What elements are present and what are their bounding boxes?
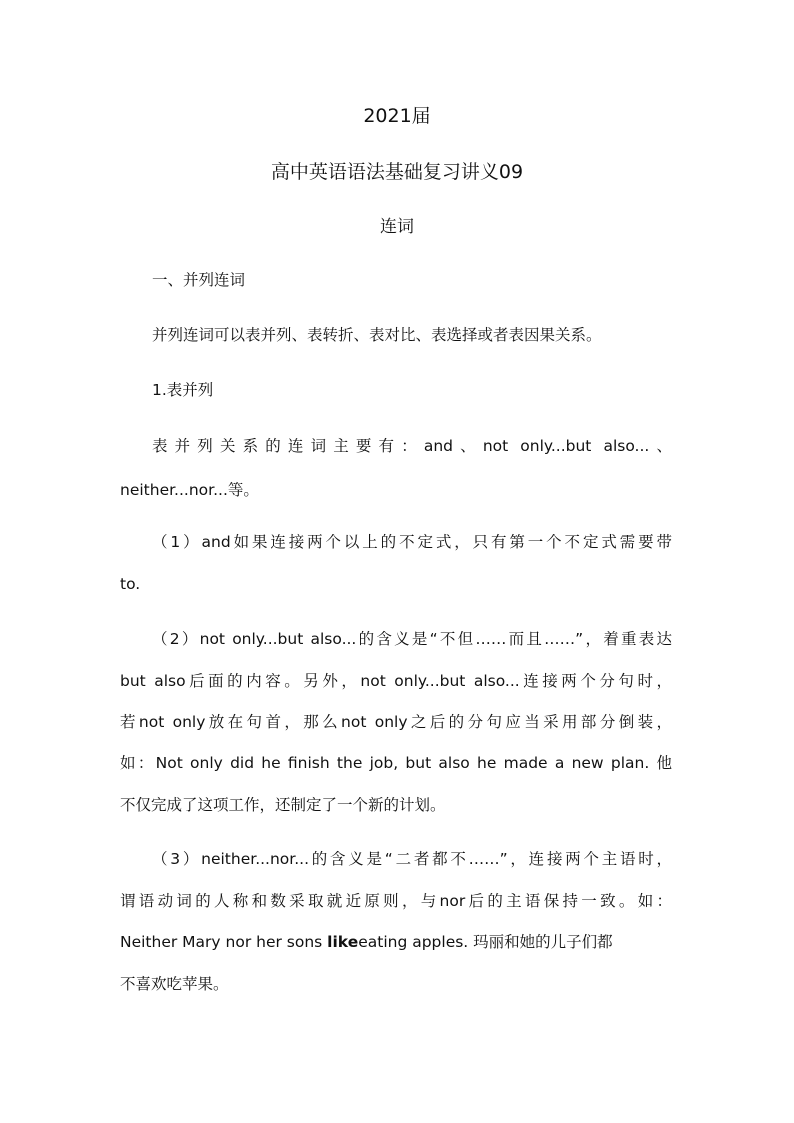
- p1-line1: 表并列关系的连词主要有：and、not only...but also...、: [152, 437, 672, 455]
- point1-heading: 1.表并列: [152, 381, 214, 399]
- p4-line3-part-c: eating apples. 玛丽和她的儿子们都: [358, 933, 613, 951]
- p1-line2: neither...nor...等。: [120, 481, 259, 499]
- p3-line2: but also后面的内容。另外，not only...but also...连接两个分句时，: [120, 672, 672, 690]
- p4-line4: 不喜欢吃苹果。: [120, 975, 229, 993]
- p3-line3: 若not only放在句首，那么not only之后的分句应当采用部分倒装，: [120, 713, 672, 731]
- p4-line1: （3）neither...nor...的含义是“二者都不……”，连接两个主语时，: [152, 850, 672, 868]
- p3-line4: 如：Not only did he finish the job, but also he made a new plan. 他: [120, 754, 672, 772]
- p2-line2: to.: [120, 575, 141, 593]
- sub-title: 连词: [380, 217, 414, 237]
- p4-line3: [120, 932, 672, 952]
- main-title: 高中英语语法基础复习讲义09: [270, 161, 524, 183]
- p3-line5: 不仅完成了这项工作，还制定了一个新的计划。: [120, 796, 446, 814]
- p4-line3-part-a: Neither Mary nor her sons: [120, 933, 328, 951]
- p4-line2: 谓语动词的人称和数采取就近原则，与nor后的主语保持一致。如：: [120, 892, 672, 910]
- p3-line1: （2）not only...but also...的含义是“不但……而且……”，着重表达: [152, 630, 672, 648]
- section-heading: 一、并列连词: [152, 271, 246, 289]
- intro-paragraph: 并列连词可以表并列、表转折、表对比、表选择或者表因果关系。: [152, 326, 602, 344]
- year-title: 2021届: [363, 105, 431, 127]
- p4-line3-part-b: like: [327, 933, 359, 951]
- p2-line1: （1）and如果连接两个以上的不定式，只有第一个不定式需要带: [152, 533, 672, 551]
